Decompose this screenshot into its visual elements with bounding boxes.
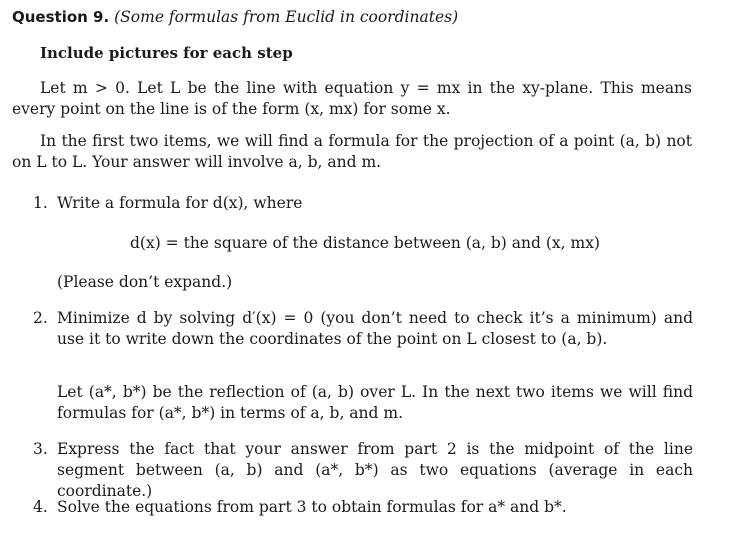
item-number: 4. <box>33 498 48 516</box>
list-item <box>33 193 693 214</box>
list-item <box>33 439 693 502</box>
item-text: Minimize d by solving d′(x) = 0 (you don’t need to check it’s a minimum) and use it to write down the coordinates of the point on L closest to (a, b). <box>57 309 693 348</box>
question-label: Question 9. <box>12 8 110 26</box>
intro-paragraph-2 <box>12 131 692 173</box>
intro-paragraph-1 <box>12 78 692 120</box>
intro-text-1: Let m > 0. Let L be the line with equation y = mx in the xy-plane. This means every point on the line is of the form (x, mx) for some x. <box>12 79 692 118</box>
item-number: 1. <box>33 194 48 212</box>
distance-definition: d(x) = the square of the distance between (a, b) and (x, mx) <box>130 234 600 252</box>
intro-text-2: In the first two items, we will find a formula for the projection of a point (a, b) not on L to L. Your answer will involve a, b, and m. <box>12 132 692 171</box>
question-topic: (Some formulas from Euclid in coordinates) <box>114 8 459 26</box>
item-text: Write a formula for d(x), where <box>57 194 303 212</box>
reflection-paragraph: Let (a*, b*) be the reflection of (a, b) over L. In the next two items we will find formulas for (a*, b*) in terms of a, b, and m. <box>57 383 693 422</box>
expand-note: (Please don’t expand.) <box>57 273 233 291</box>
item-text: Express the fact that your answer from part 2 is the midpoint of the line segment between (a, b) and (a*, b*) as two equations (average in each coordinate.) <box>57 440 693 500</box>
list-item <box>33 497 693 518</box>
list-item <box>33 308 693 350</box>
item-text: Solve the equations from part 3 to obtain formulas for a* and b*. <box>57 498 567 516</box>
question-heading <box>12 7 458 28</box>
item-number: 2. <box>33 309 48 327</box>
subheading: Include pictures for each step <box>40 44 293 62</box>
item-number: 3. <box>33 440 48 458</box>
